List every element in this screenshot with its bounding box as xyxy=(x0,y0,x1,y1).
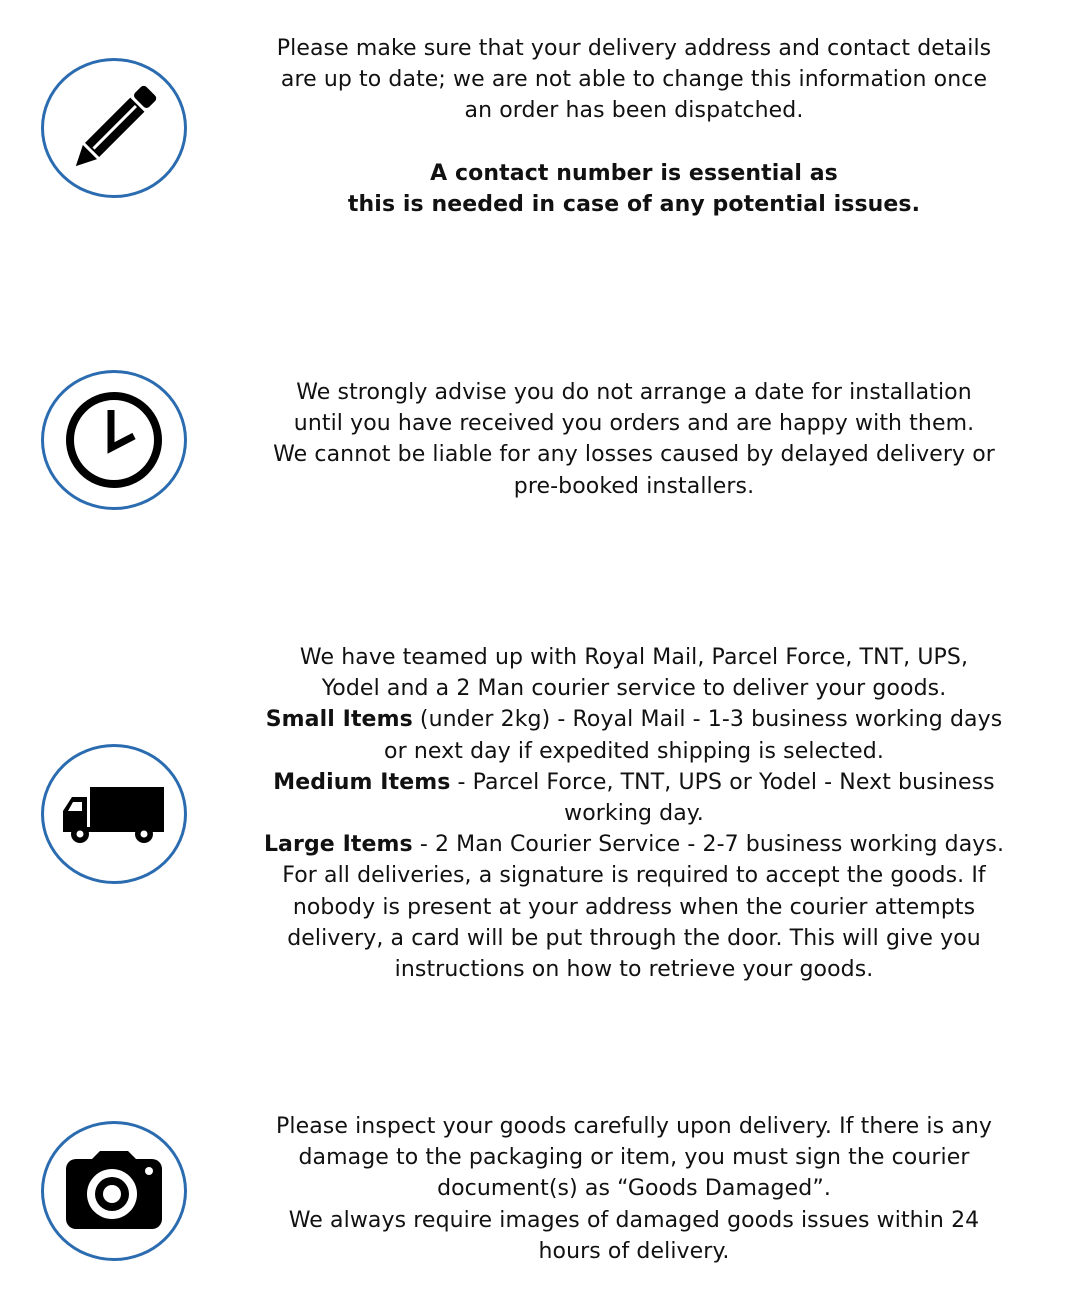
signature-line-4: instructions on how to retrieve your goods. xyxy=(394,957,874,983)
medium-items-line-2: working day. xyxy=(564,801,704,827)
medium-items-label: Medium Items xyxy=(273,769,451,795)
installation-line-1: We strongly advise you do not arrange a date for installation xyxy=(296,380,972,405)
address-line-3: an order has been dispatched. xyxy=(464,98,804,124)
signature-line-2: nobody is present at your address when the courier attempts xyxy=(292,894,976,920)
small-items-line xyxy=(236,704,1032,735)
clock-icon-circle xyxy=(41,370,187,510)
large-items-text: - 2 Man Courier Service - 2-7 business working days. xyxy=(412,832,1005,858)
signature-line-1: For all deliveries, a signature is required to accept the goods. If xyxy=(282,863,986,889)
truck-icon xyxy=(60,779,168,849)
medium-items-line xyxy=(236,767,1032,798)
camera-icon xyxy=(62,1149,166,1233)
small-items-line-2: or next day if expedited shipping is selected. xyxy=(384,738,884,764)
pencil-icon xyxy=(64,78,164,178)
clock-icon xyxy=(62,388,166,492)
installation-line-2: until you have received you orders and are happy with them. xyxy=(293,411,975,437)
truck-icon-circle xyxy=(41,744,187,884)
inspection-notice xyxy=(236,1111,1032,1267)
small-items-text: (under 2kg) - Royal Mail - 1-3 business working days xyxy=(412,707,1003,733)
address-line-2: are up to date; we are not able to change this information once xyxy=(280,67,988,93)
signature-line-3: delivery, a card will be put through the door. This will give you xyxy=(287,925,981,951)
inspection-line-3: document(s) as “Goods Damaged”. xyxy=(437,1176,831,1202)
installation-notice xyxy=(236,377,1032,502)
address-notice xyxy=(236,33,1032,220)
inspection-line-4: We always require images of damaged goods issues within 24 xyxy=(288,1207,980,1233)
large-items-label: Large Items xyxy=(263,832,413,858)
inspection-line-2: damage to the packaging or item, you must sign the courier xyxy=(298,1145,970,1171)
installation-line-3: We cannot be liable for any losses caused by delayed delivery or xyxy=(273,442,995,468)
small-items-label: Small Items xyxy=(265,707,413,733)
inspection-line-5: hours of delivery. xyxy=(538,1238,730,1264)
inspection-line-1: Please inspect your goods carefully upon delivery. If there is any xyxy=(275,1114,992,1139)
installation-line-4: pre-booked installers. xyxy=(513,473,755,499)
contact-number-line-1: A contact number is essential as xyxy=(430,160,838,186)
large-items-line xyxy=(236,829,1032,860)
delivery-line-2: Yodel and a 2 Man courier service to deliver your goods. xyxy=(321,676,947,702)
camera-icon-circle xyxy=(41,1121,187,1261)
medium-items-text: - Parcel Force, TNT, UPS or Yodel - Next business xyxy=(450,769,995,795)
address-line-1: Please make sure that your delivery address and contact details xyxy=(276,36,992,61)
delivery-notice xyxy=(236,642,1032,985)
pencil-icon-circle xyxy=(41,58,187,198)
contact-number-line-2: this is needed in case of any potential issues. xyxy=(347,192,921,217)
delivery-line-1: We have teamed up with Royal Mail, Parcel Force, TNT, UPS, xyxy=(299,645,969,670)
